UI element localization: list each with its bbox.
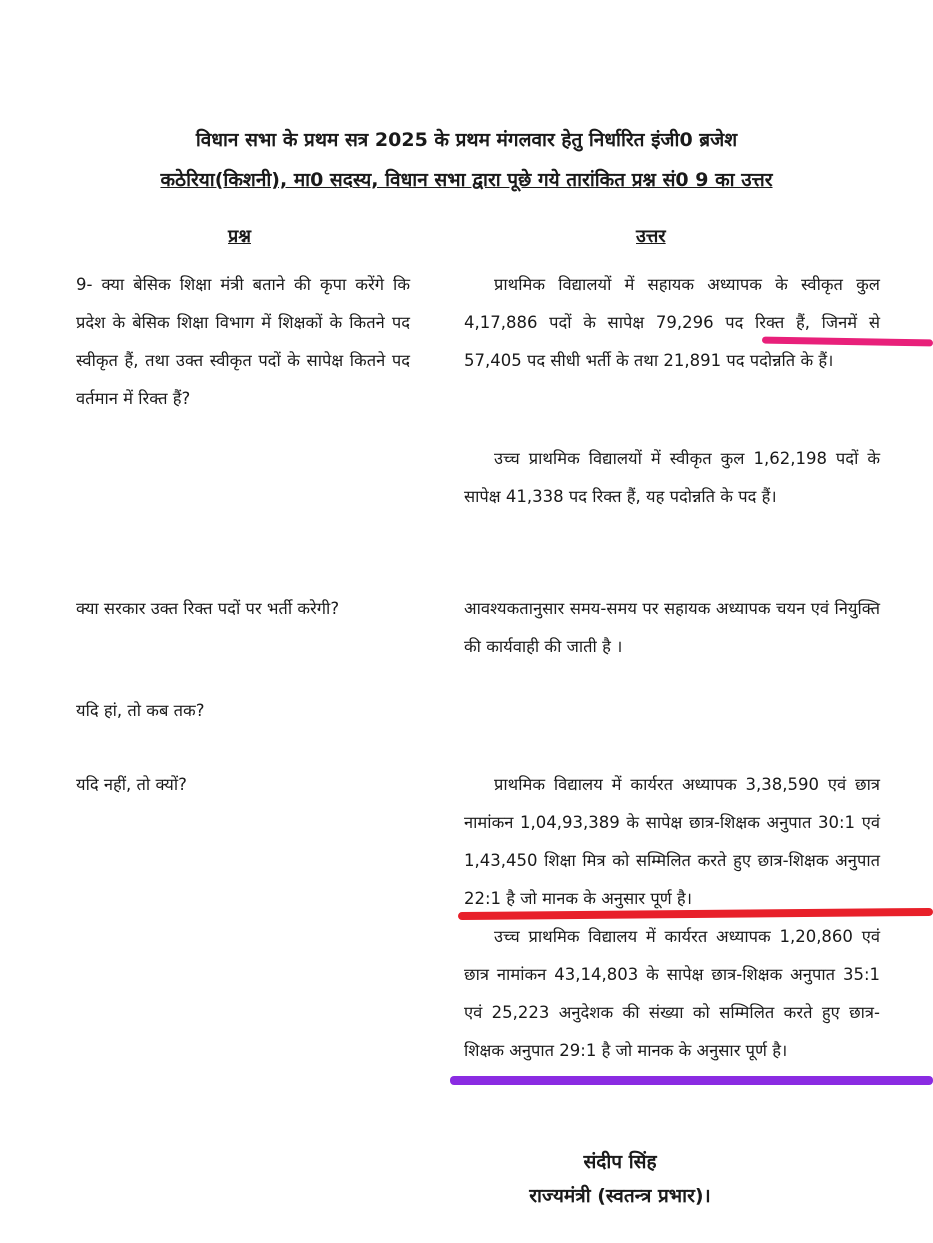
signatory-name: संदीप सिंह	[583, 1151, 657, 1173]
answer-4: प्राथमिक विद्यालय में कार्यरत अध्यापक 3,38,590 एवं छात्र नामांकन 1,04,93,389 के सापेक्ष छात्र-शिक्षक अनुपात 30:1 एवं 1,43,450 शिक्षा मित्र को सम्मिलित करते हुए छात्र-शिक्षक अनुपात 22:1 है जो मानक के अनुसार पूर्ण है।	[464, 775, 880, 908]
question-1: 9- क्या बेसिक शिक्षा मंत्री बताने की कृपा करेंगे कि प्रदेश के बेसिक शिक्षा विभाग में शिक्षकों के कितने पद स्वीकृत हैं, तथा उक्त स्वीकृत पदों के सापेक्ष कितने पद वर्तमान में रिक्त हैं?	[76, 275, 410, 408]
header-line-1: विधान सभा के प्रथम सत्र 2025 के प्रथम मंगलवार हेतु निर्धारित इंजी0 ब्रजेश	[195, 129, 738, 151]
answer-column-heading: उत्तर	[636, 226, 666, 247]
signatory-title: राज्यमंत्री (स्वतन्त्र प्रभार)।	[529, 1185, 711, 1207]
answer-3: आवश्यकतानुसार समय-समय पर सहायक अध्यापक चयन एवं नियुक्ति की कार्यवाही की जाती है ।	[464, 599, 880, 656]
header-line-2: कठेरिया(किशनी), मा0 सदस्य, विधान सभा द्वारा पूछे गये तारांकित प्रश्न सं0 9 का उत्तर	[160, 169, 773, 191]
answer-1: प्राथमिक विद्यालयों में सहायक अध्यापक के स्वीकृत कुल 4,17,886 पदों के सापेक्ष 79,296 पद रिक्त हैं, जिनमें से 57,405 पद सीधी भर्ती के तथा 21,891 पद पदोन्नति के हैं।	[464, 275, 880, 370]
answer-2: उच्च प्राथमिक विद्यालयों में स्वीकृत कुल 1,62,198 पदों के सापेक्ष 41,338 पद रिक्त हैं, यह पदोन्नति के पद हैं।	[464, 449, 880, 506]
question-3: यदि हां, तो कब तक?	[76, 701, 205, 720]
answer-5: उच्च प्राथमिक विद्यालय में कार्यरत अध्यापक 1,20,860 एवं छात्र नामांकन 43,14,803 के सापेक्ष छात्र-शिक्षक अनुपात 35:1 एवं 25,223 अनुदेशक की संख्या को सम्मिलित करते हुए छात्र-शिक्षक अनुपात 29:1 है जो मानक के अनुसार पूर्ण है।	[464, 927, 880, 1060]
question-column-heading: प्रश्न	[228, 226, 251, 247]
question-4: यदि नहीं, तो क्यों?	[76, 775, 187, 794]
purple-underline-stroke	[450, 1076, 933, 1085]
question-2: क्या सरकार उक्त रिक्त पदों पर भर्ती करेगी?	[76, 599, 340, 618]
